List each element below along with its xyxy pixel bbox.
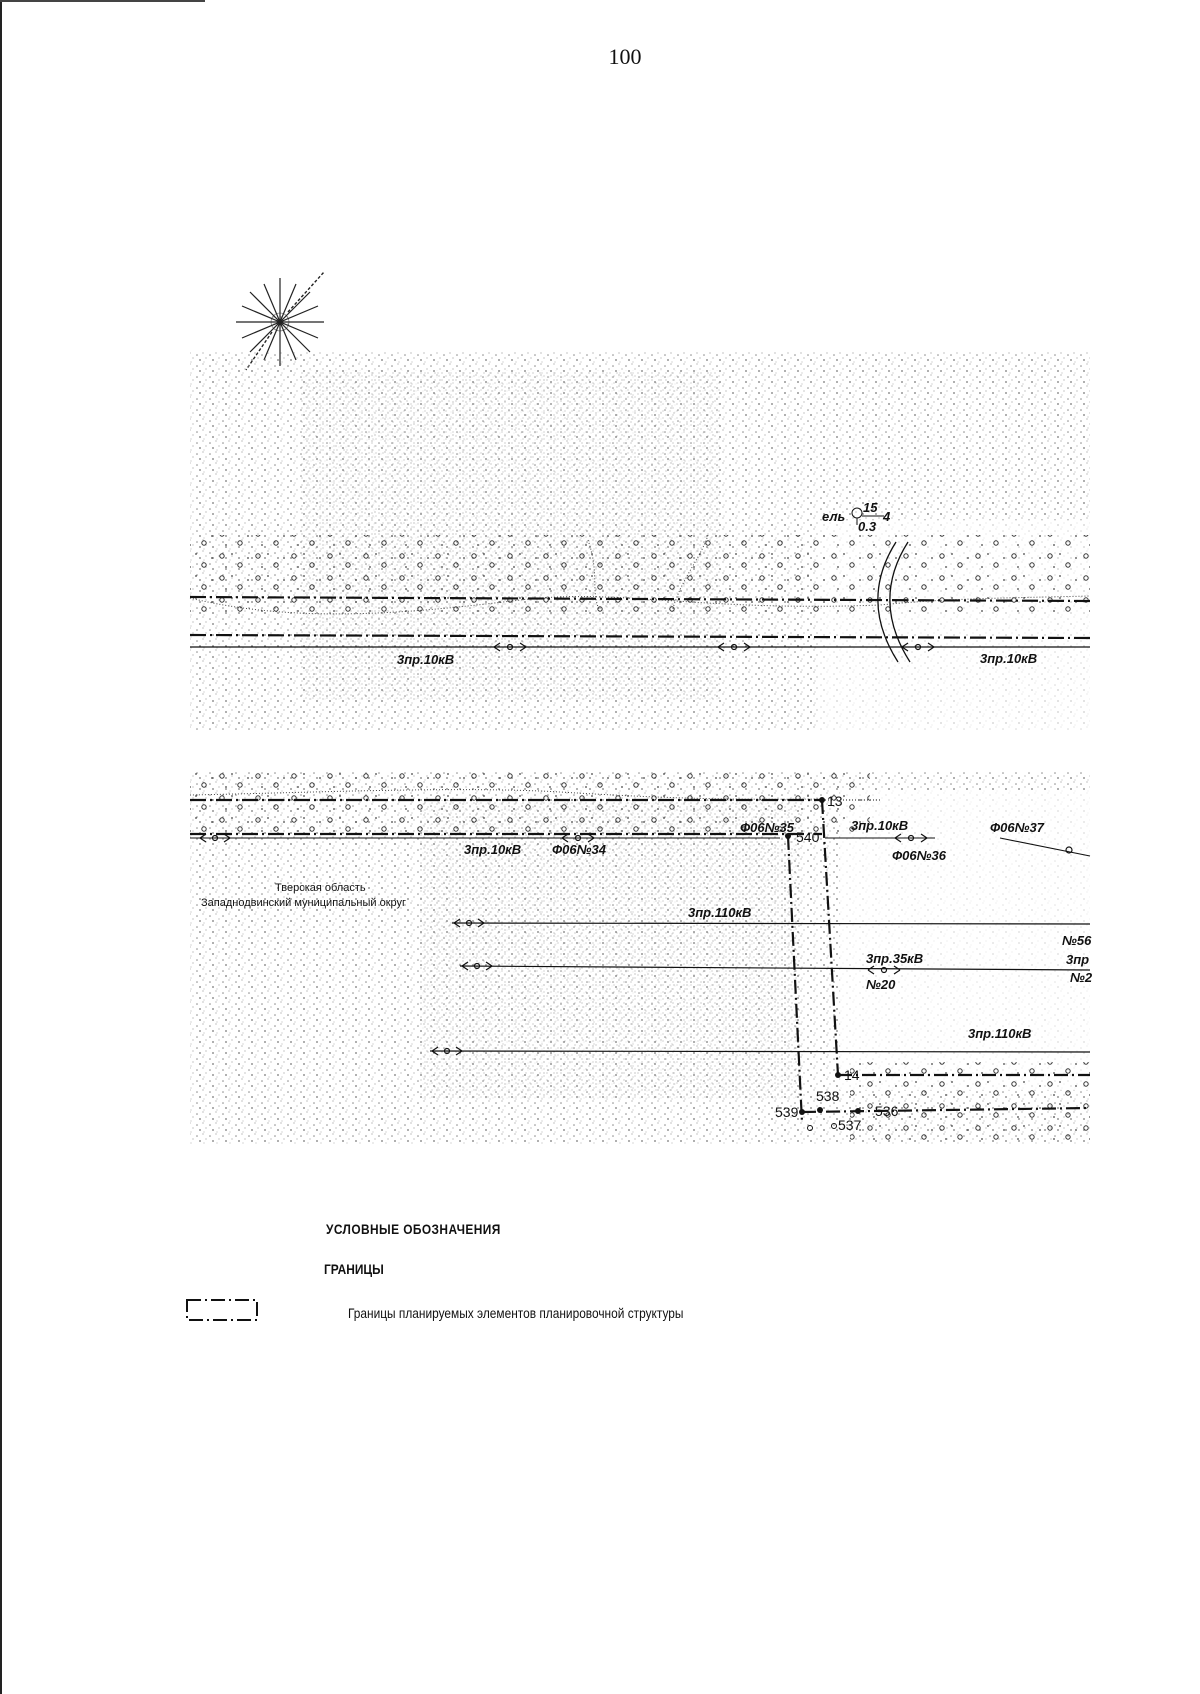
tree-species-label: ель [822,509,846,524]
map-panel-top [190,352,1090,730]
power-line-label-left: 3пр.10кВ [397,652,455,667]
point-14-label: 14 [844,1067,860,1083]
power-line-label-right: 3пр.10кВ [980,651,1038,666]
boundary-line-swatch-icon [185,1296,265,1324]
power-line-110kv-label-b: 3пр.110кВ [968,1026,1032,1041]
power-line-35kv-label: 3пр.35кВ [866,951,924,966]
power-line-10kv-label-a: 3пр.10кВ [851,818,909,833]
line-number-20-label: №20 [866,977,896,992]
map-panel-bottom [190,772,1093,1144]
feeder-35-label: Ф06№35 [740,820,794,835]
feeder-34-label: Ф06№34 [552,842,606,857]
line-number-edge-label: №2 [1070,970,1093,985]
power-line-10kv-label-b: 3пр.10кВ [464,842,522,857]
point-536-label: 536 [875,1103,899,1119]
region-label: Тверская область [275,882,366,894]
legend-item-boundary: Границы планируемых элементов планировочной структуры [348,1305,684,1321]
point-13-label: 13 [827,793,843,809]
power-line-edge-label: 3пр [1066,952,1090,967]
legend-section-boundaries: ГРАНИЦЫ [324,1261,384,1277]
point-538-label: 538 [816,1088,840,1104]
district-label: Западнодвинский муниципальный округ [201,897,407,909]
tree-diameter-label: 0.3 [858,519,877,534]
feeder-36-label: Ф06№36 [892,848,946,863]
point-540-label: 540 [796,829,820,845]
tree-height-label: 15 [863,500,878,515]
feeder-37-label: Ф06№37 [990,820,1044,835]
point-539-label: 539 [775,1104,799,1120]
page-number: 100 [608,44,642,69]
tree-count-label: 4 [883,509,891,524]
legend-title: УСЛОВНЫЕ ОБОЗНАЧЕНИЯ [326,1221,501,1237]
power-line-110kv-label-a: 3пр.110кВ [688,905,752,920]
line-number-56-label: №56 [1062,933,1092,948]
point-537-label: 537 [838,1117,862,1133]
